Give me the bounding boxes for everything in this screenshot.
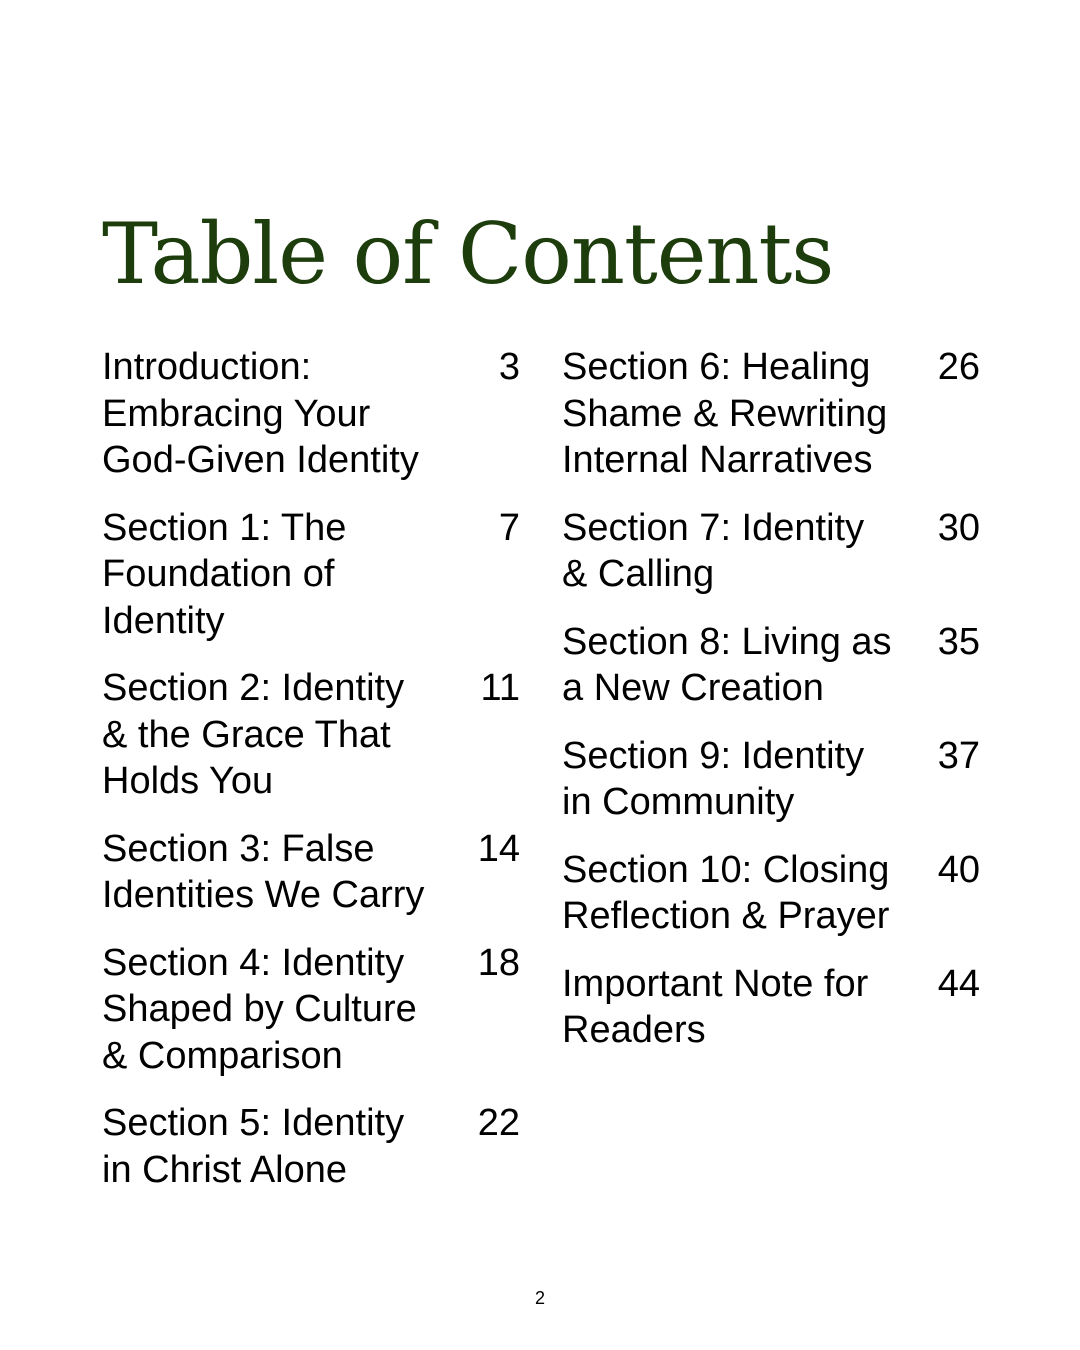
toc-entry[interactable] [562,847,980,940]
toc-entry-title: Section 4: Identity Shaped by Culture & Comparison [102,941,417,1077]
toc-entry[interactable] [562,619,980,712]
toc-entry[interactable] [562,961,980,1054]
toc-entry-page: 30 [937,506,980,549]
toc-entry[interactable] [562,505,980,598]
toc-entry-title: Section 2: Identity & the Grace That Holds You [102,667,405,802]
toc-entry-page: 37 [937,734,980,777]
toc-entry-page: 40 [937,848,980,891]
toc-entry-title: Section 9: Identity in Community [562,734,865,823]
toc-entry-page: 14 [477,827,520,870]
toc-entry-page: 7 [498,506,520,549]
toc-entry-page: 26 [937,346,980,388]
toc-entry-title: Section 6: Healing Shame & Rewriting Internal Narratives [562,346,888,481]
toc-entry[interactable] [102,665,520,805]
toc-entry-page: 11 [480,667,520,709]
toc-entry-title: Section 5: Identity in Christ Alone [102,1102,405,1191]
toc-entry-title: Section 7: Identity & Calling [562,506,865,595]
toc-entry-title: Section 8: Living as a New Creation [562,620,892,709]
page-number: 2 [534,1288,545,1308]
toc-entry[interactable] [102,505,520,645]
toc-entry-title: Section 3: False Identities We Carry [102,827,425,916]
toc-entry-page: 3 [498,346,520,388]
toc-entry-page: 44 [937,962,980,1005]
toc-entry[interactable] [562,344,980,484]
toc-entry-page: 22 [477,1102,520,1144]
toc-entry-page: 18 [477,941,520,984]
toc-entry[interactable] [102,826,520,919]
toc-entry[interactable] [102,344,520,484]
toc-entry-title: Section 10: Closing Reflection & Prayer [562,848,890,937]
toc-entry[interactable] [102,940,520,1080]
toc-entry-title: Important Note for Readers [562,962,869,1051]
toc-entry-title: Section 1: The Foundation of Identity [102,506,347,642]
toc-column-right [562,344,980,1075]
toc-entry[interactable] [562,733,980,826]
toc-entry-page: 35 [937,620,980,663]
toc-entry[interactable] [102,1100,520,1193]
toc-entry-title: Introduction: Embracing Your God-Given Identity [102,346,419,481]
page-title: Table of Contents [102,205,834,303]
toc-column-left [102,344,520,1214]
